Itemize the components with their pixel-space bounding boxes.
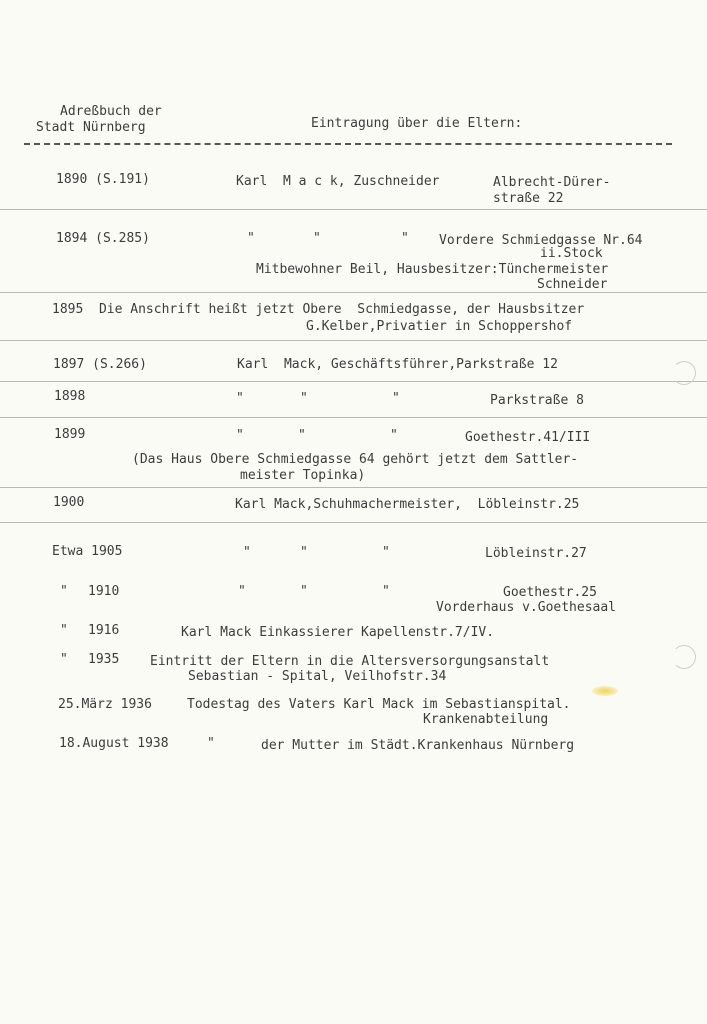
row-divider bbox=[0, 487, 707, 488]
entry-1895-line2: G.Kelber,Privatier in Schoppershof bbox=[306, 319, 573, 334]
entry-1897-text: Karl Mack, Geschäftsführer,Parkstraße 12 bbox=[237, 357, 558, 372]
header-source-line1: Adreßbuch der bbox=[60, 104, 162, 119]
entry-1899-address1: Goethestr.41/III bbox=[465, 430, 591, 445]
entry-1898-year: 1898 bbox=[54, 389, 86, 404]
entry-1894-ditto3: " bbox=[401, 231, 409, 246]
entry-1899-ditto3: " bbox=[390, 428, 398, 443]
entry-1890-year: 1890 (S.191) bbox=[56, 172, 150, 187]
entry-1900-text: Karl Mack,Schuhmachermeister, Löbleinstr.25 bbox=[235, 497, 580, 512]
entry-1894-line2: Mitbewohner Beil, Hausbesitzer:Tünchermeister bbox=[256, 262, 609, 277]
entry-1898-ditto1: " bbox=[236, 391, 244, 406]
entry-1894-line3: Schneider bbox=[537, 277, 608, 292]
entry-1910-address1: Goethestr.25 bbox=[503, 585, 597, 600]
row-divider bbox=[0, 292, 707, 293]
entry-1899-year: 1899 bbox=[54, 427, 86, 442]
row-divider bbox=[0, 522, 707, 523]
entry-1935-ditto: " bbox=[60, 652, 68, 667]
entry-1900-year: 1900 bbox=[53, 495, 85, 510]
entry-1894-year: 1894 (S.285) bbox=[56, 231, 150, 246]
entry-1894-ditto2: " bbox=[313, 231, 321, 246]
row-divider bbox=[0, 381, 707, 382]
entry-1894-address2: ii.Stock bbox=[540, 246, 603, 261]
entry-1916-year: 1916 bbox=[88, 623, 120, 638]
entry-1916-ditto: " bbox=[60, 623, 68, 638]
entry-1936-line2: Krankenabteilung bbox=[423, 712, 549, 727]
entry-1910-ditto2: " bbox=[300, 584, 308, 599]
entry-1898-address1: Parkstraße 8 bbox=[490, 393, 584, 408]
entry-1910-ditto1: " bbox=[238, 584, 246, 599]
header-dashed-rule bbox=[24, 143, 672, 145]
entry-1938-ditto: " bbox=[207, 736, 215, 751]
entry-1910-address2: Vorderhaus v.Goethesaal bbox=[436, 600, 617, 615]
entry-1894-ditto1: " bbox=[247, 231, 255, 246]
entry-1895-line1: 1895 Die Anschrift heißt jetzt Obere Schmiedgasse, der Hausbsitzer bbox=[52, 302, 585, 317]
entry-1916-text: Karl Mack Einkassierer Kapellenstr.7/IV. bbox=[181, 625, 495, 640]
entry-1899-line3: meister Topinka) bbox=[240, 468, 366, 483]
entry-1890-address1: Albrecht-Dürer- bbox=[493, 175, 611, 190]
entry-1899-ditto1: " bbox=[236, 428, 244, 443]
entry-1898-ditto2: " bbox=[300, 391, 308, 406]
header-title: Eintragung über die Eltern: bbox=[311, 116, 523, 131]
punch-hole-mark bbox=[672, 645, 696, 669]
entry-1894-address1: Vordere Schmiedgasse Nr.64 bbox=[439, 233, 643, 248]
entry-1905-address1: Löbleinstr.27 bbox=[485, 546, 587, 561]
entry-1935-text: Eintritt der Eltern in die Altersversorgungsanstalt bbox=[150, 654, 550, 669]
row-divider bbox=[0, 340, 707, 341]
entry-1890-text: Karl M a c k, Zuschneider bbox=[236, 174, 440, 189]
entry-1935-line2: Sebastian - Spital, Veilhofstr.34 bbox=[188, 669, 447, 684]
entry-1935-year: 1935 bbox=[88, 652, 120, 667]
entry-1910-ditto: " bbox=[60, 584, 68, 599]
entry-1905-ditto1: " bbox=[243, 545, 251, 560]
entry-1905-ditto2: " bbox=[300, 545, 308, 560]
entry-1938-date: 18.August 1938 bbox=[59, 736, 169, 751]
header-source-line2: Stadt Nürnberg bbox=[36, 120, 146, 135]
entry-1890-address2: straße 22 bbox=[493, 191, 564, 206]
yellow-stain bbox=[592, 686, 618, 696]
entry-1910-year: 1910 bbox=[88, 584, 120, 599]
punch-hole-mark bbox=[672, 361, 696, 385]
row-divider bbox=[0, 209, 707, 210]
entry-1936-date: 25.März 1936 bbox=[58, 697, 152, 712]
entry-1898-ditto3: " bbox=[392, 391, 400, 406]
entry-1905-year: Etwa 1905 bbox=[52, 544, 123, 559]
entry-1936-text: Todestag des Vaters Karl Mack im Sebastianspital. bbox=[187, 697, 571, 712]
entry-1899-line2: (Das Haus Obere Schmiedgasse 64 gehört jetzt dem Sattler- bbox=[132, 452, 579, 467]
entry-1910-ditto3: " bbox=[382, 584, 390, 599]
entry-1899-ditto2: " bbox=[298, 428, 306, 443]
entry-1897-year: 1897 (S.266) bbox=[53, 357, 147, 372]
entry-1938-text: der Mutter im Städt.Krankenhaus Nürnberg bbox=[261, 738, 575, 753]
row-divider bbox=[0, 417, 707, 418]
entry-1905-ditto3: " bbox=[382, 545, 390, 560]
